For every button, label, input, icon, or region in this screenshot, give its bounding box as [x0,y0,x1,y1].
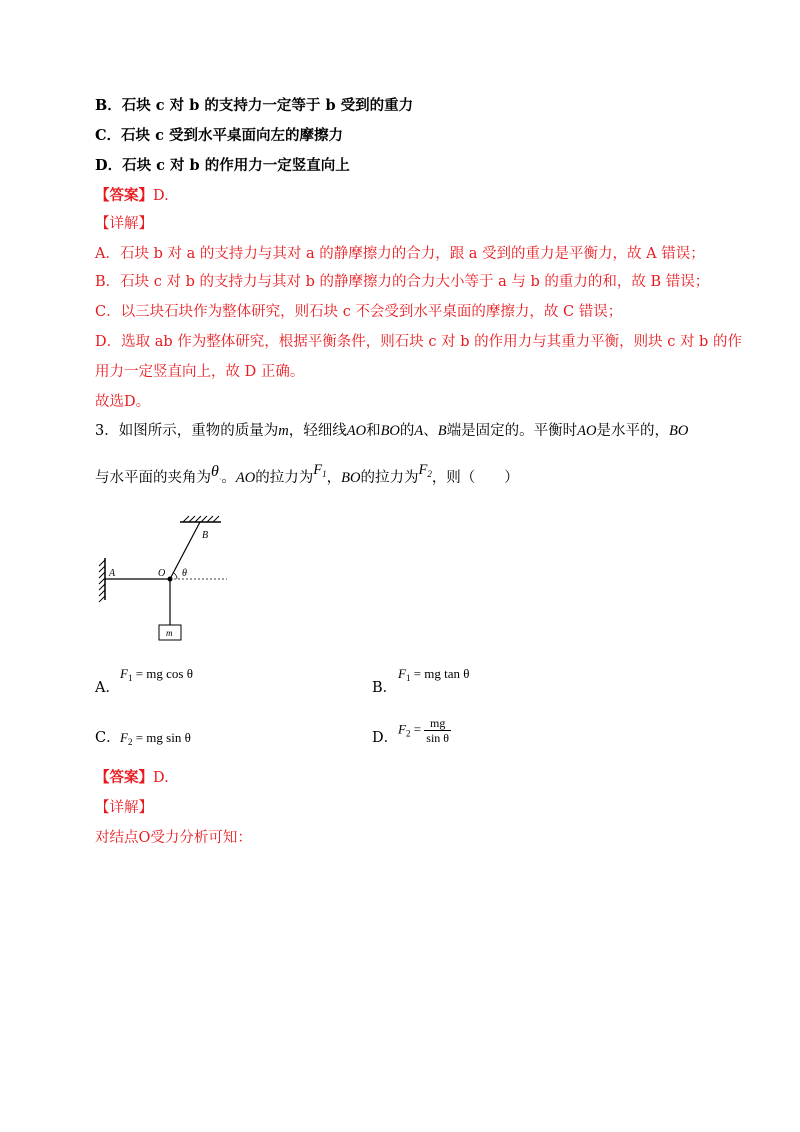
detail-b: B．石块 c 对 b 的支持力与其对 b 的静摩擦力的合力大小等于 a 与 b 的重力的和，故 B 错误； [95,274,710,290]
detail-label: 【详解】 [95,216,153,232]
answer-value-2: D. [153,770,169,786]
option-a-label: A． [95,680,120,696]
angle-arc [173,573,177,579]
detail-c: C．以三块石块作为整体研究，则石块 c 不会受到水平桌面的摩擦力，故 C 错误； [95,304,623,320]
option-a-formula: $F_1$ = mg cos θ [120,666,193,683]
q3-b: B [437,423,447,439]
option-d-formula: $F_2$ = $\frac{mg}{\text{sin θ}}$ [398,716,450,745]
label-m: m [166,628,173,638]
answer-label-2: 【答案】 [95,769,153,786]
detail-d-line2: 用力一定竖直向上，故 D 正确。 [95,364,305,380]
q3-m: m [278,423,289,439]
conclusion: 故选D。 [95,394,151,410]
q3-text: ，轻细线 [288,423,347,439]
label-b: B [202,530,209,541]
analysis-text: 对结点O受力分析可知： [95,830,252,846]
q3-ao: AO [577,423,597,439]
label-a: A [109,568,116,579]
answer-line [95,186,169,206]
q3-text: 。 [221,470,236,486]
ceiling-hatch [183,516,219,522]
knot-o [168,577,173,582]
q3-text: 和 [366,423,381,439]
q3-text: 与水平面的夹角为 [95,470,211,486]
detail-a: A．石块 b 对 a 的支持力与其对 a 的静摩擦力的合力，跟 a 受到的重力是平衡力，故 A 错误； [95,246,705,262]
option-d-label: D． [372,730,399,746]
option-b-formula: $F_1$ = mg tan θ [398,666,470,683]
q3-a: A [414,423,424,439]
option-b: B．石块 c 对 b 的支持力一定等于 b 受到的重力 [95,97,414,114]
q3-f1: $F_1$ [313,462,327,479]
answer-line-2 [95,768,169,788]
question-3-line2: 与水平面的夹角为θ·。AO的拉力为$F_1$，BO的拉力为$F_2$，则（ ） [95,462,519,486]
option-d: D．石块 c 对 b 的作用力一定竖直向上 [95,157,350,174]
q3-text: 的拉力为 [255,470,314,486]
fraction: $\frac{mg}{\text{sin θ}}$ [426,716,450,745]
answer-value: D. [153,188,169,204]
q3-text: 是水平的， [596,423,669,439]
q3-text: 的 [399,423,415,439]
q3-bo: BO [341,470,361,486]
question-number: 3． [95,423,119,439]
q3-text: 如图所示，重物的质量为 [118,423,279,439]
physics-diagram [95,508,245,653]
question-3-line1 [95,421,688,441]
q3-text: 端是固定的。平衡时 [446,423,578,439]
option-c-formula: $F_2$ = mg sin θ [120,730,191,747]
label-theta: θ [182,568,187,579]
option-c: C．石块 c 受到水平桌面向左的摩擦力 [95,127,343,144]
q3-text: ，则（ ） [431,470,519,486]
q3-ao: AO [235,470,256,486]
option-c-label: C． [95,730,121,746]
label-o: O [158,568,166,579]
detail-d-line1: D．选取 ab 作为整体研究，根据平衡条件，则石块 c 对 b 的作用力与其重力平衡，则块 c 对 b 的作 [95,334,742,350]
q3-ao: AO [346,423,367,439]
detail-label-2: 【详解】 [95,800,153,816]
q3-bo: BO [380,423,400,439]
q3-theta: θ [211,463,219,480]
answer-label: 【答案】 [95,187,153,204]
q3-text: ， [326,470,342,486]
q3-f2: $F_2$ [418,462,432,479]
q3-text: 、 [423,423,438,439]
wall-hatch-left [99,560,105,602]
q3-text: 的拉力为 [360,470,419,486]
option-b-label: B． [372,680,398,696]
q3-bo: BO [668,423,689,439]
